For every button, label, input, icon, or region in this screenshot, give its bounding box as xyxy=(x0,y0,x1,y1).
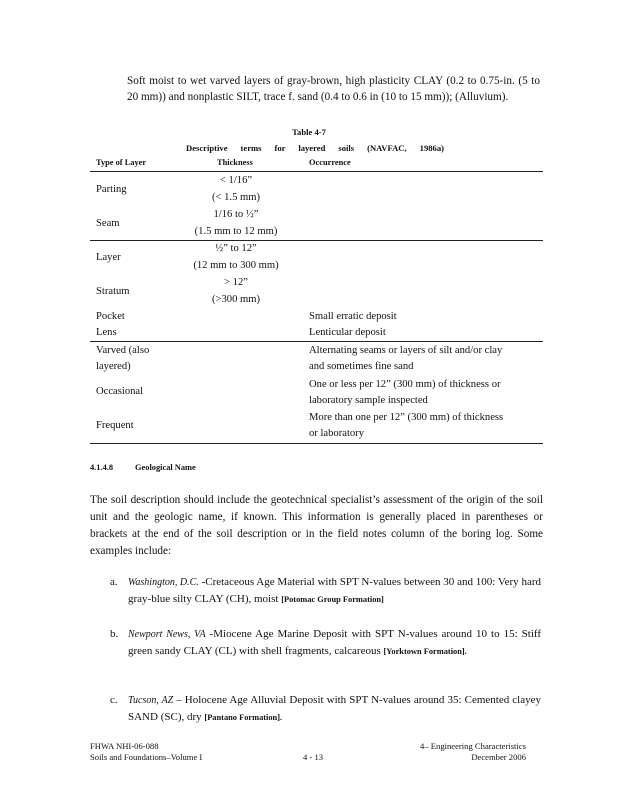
footer-page-number: 4 - 13 xyxy=(303,752,324,762)
section-title: Geological Name xyxy=(135,463,196,472)
body-paragraph: The soil description should include the geotechnical specialist’s assessment of the origin of the soil unit and the geologic name, if known. This information is generally placed in parentheses or brackets at the end of the soil description or in the field notes column of the boring log. Some examples include: xyxy=(90,494,543,557)
row-thickness: (12 mm to 300 mm) xyxy=(193,260,279,271)
footer-chapter: 4– Engineering Characteristics xyxy=(420,741,526,751)
row-type: Varved (also xyxy=(96,345,150,356)
example-text: -Cretaceous Age Material with SPT N-values between 30 and 100: Very hard gray-blue silty CLAY (CH), moist xyxy=(128,576,541,605)
example-formation: [Pantano Formation]. xyxy=(204,713,283,722)
row-type: Lens xyxy=(96,327,117,338)
row-type: Stratum xyxy=(96,286,130,297)
row-occurrence: More than one per 12” (300 mm) of thickness xyxy=(309,412,504,423)
row-type: Occasional xyxy=(96,386,144,397)
example-place: Newport News, VA xyxy=(128,629,206,640)
row-occurrence: One or less per 12” (300 mm) of thickness or xyxy=(309,379,501,390)
row-thickness: > 12” xyxy=(224,277,248,288)
row-type: Parting xyxy=(96,184,127,195)
example-label: c. xyxy=(110,694,118,706)
row-type: Layer xyxy=(96,252,121,263)
table-rule xyxy=(90,240,543,241)
header-thickness: Thickness xyxy=(217,158,253,167)
row-thickness: ½” to 12” xyxy=(215,243,257,254)
table-rule-bottom xyxy=(90,443,543,444)
bullet-text: Soft moist to wet varved layers of gray-brown, high plasticity CLAY (0.2 to 0.75-in. (5 to 20 mm)) and nonplastic SILT, trace f. sand (0.4 to 0.6 in (10 to 15 mm)); (Alluvium). xyxy=(127,75,540,103)
row-occurrence: Small erratic deposit xyxy=(309,311,397,322)
row-thickness: (< 1.5 mm) xyxy=(211,192,261,203)
table-rule-top xyxy=(90,171,543,172)
row-occurrence: Alternating seams or layers of silt and/or clay xyxy=(309,345,503,356)
row-thickness: (>300 mm) xyxy=(211,294,261,305)
footer-left xyxy=(90,741,202,763)
row-thickness: (1.5 mm to 12 mm) xyxy=(194,226,278,237)
example-place: Tucson, AZ xyxy=(128,695,174,706)
row-type: layered) xyxy=(96,361,131,372)
section-heading xyxy=(90,463,196,472)
table-title: Descriptive terms for layered soils (NAVFAC, 1986a) xyxy=(186,143,444,153)
footer-doc-number: FHWA NHI-06-088 xyxy=(90,741,159,751)
row-occurrence: laboratory sample inspected xyxy=(309,395,428,406)
row-thickness: 1/16 to ½” xyxy=(213,209,259,220)
row-type: Seam xyxy=(96,218,120,229)
footer-doc-title: Soils and Foundations–Volume I xyxy=(90,752,203,762)
footer-date: December 2006 xyxy=(471,752,526,762)
footer-right xyxy=(418,741,526,763)
example-place: Washington, D.C. xyxy=(128,577,199,588)
table-number: Table 4-7 xyxy=(292,127,326,137)
example-formation: [Yorktown Formation]. xyxy=(383,647,467,656)
example-text: – Holocene Age Alluvial Deposit with SPT N-values around 35: Cemented clayey SAND (SC), dry xyxy=(128,694,541,723)
row-type: Frequent xyxy=(96,420,134,431)
row-occurrence: Lenticular deposit xyxy=(309,327,386,338)
example-label: b. xyxy=(110,628,119,640)
row-thickness: < 1/16” xyxy=(219,175,253,186)
example-text: -Miocene Age Marine Deposit with SPT N-values around 10 to 15: Stiff green sandy CLAY (CL) with shell fragments, calcareous xyxy=(128,628,542,657)
header-occurrence: Occurrence xyxy=(309,158,351,167)
row-type: Pocket xyxy=(96,311,125,322)
section-number: 4.1.4.8 xyxy=(90,463,114,472)
row-occurrence: and sometimes fine sand xyxy=(309,361,414,372)
header-type: Type of Layer xyxy=(96,158,147,167)
row-occurrence: or laboratory xyxy=(309,428,365,439)
example-label: a. xyxy=(110,576,118,588)
table-rule xyxy=(90,341,543,342)
example-formation: [Potomac Group Formation] xyxy=(281,595,384,604)
